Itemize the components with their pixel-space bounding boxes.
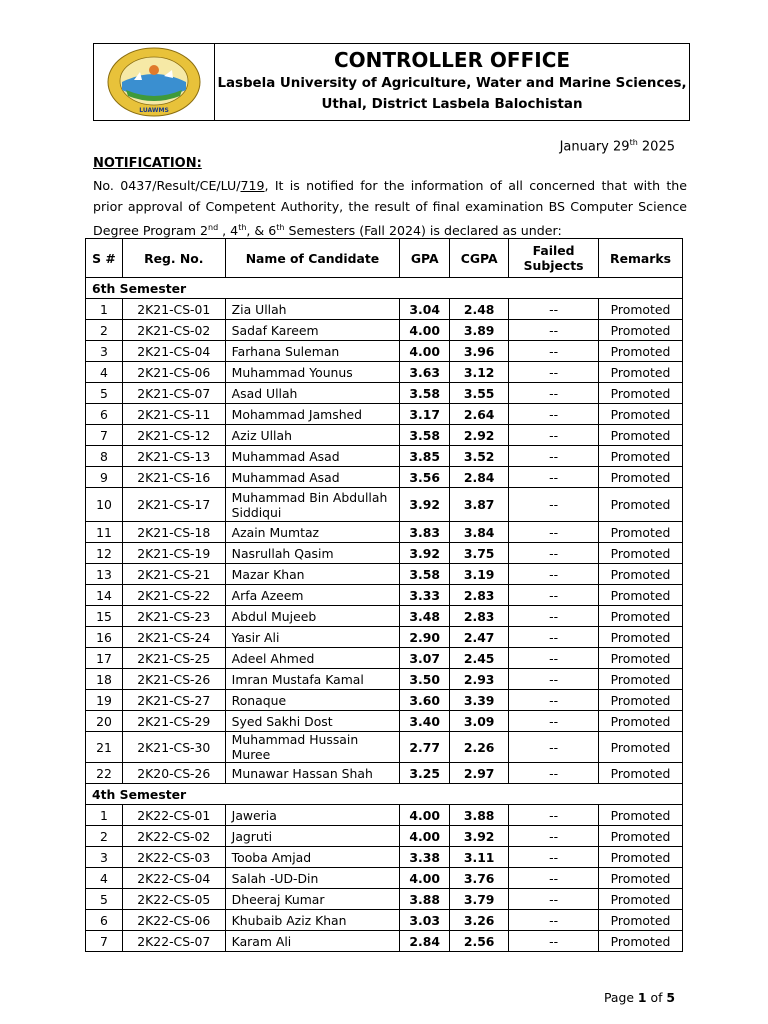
cell-candidate-name: Sadaf Kareem bbox=[225, 320, 400, 341]
cell-failed-subjects: -- bbox=[509, 910, 599, 931]
notification-number-underlined: 719 bbox=[240, 178, 265, 193]
cell-failed-subjects: -- bbox=[509, 467, 599, 488]
cell-gpa: 4.00 bbox=[400, 826, 450, 847]
cell-gpa: 3.07 bbox=[400, 648, 450, 669]
cell-cgpa: 3.55 bbox=[450, 383, 509, 404]
table-row bbox=[86, 467, 683, 488]
table-row bbox=[86, 362, 683, 383]
cell-failed-subjects: -- bbox=[509, 868, 599, 889]
table-row bbox=[86, 889, 683, 910]
cell-candidate-name: Jagruti bbox=[225, 826, 400, 847]
sup-nd: nd bbox=[208, 223, 219, 232]
cell-failed-subjects: -- bbox=[509, 404, 599, 425]
table-row bbox=[86, 404, 683, 425]
cell-gpa: 3.60 bbox=[400, 690, 450, 711]
cell-cgpa: 3.92 bbox=[450, 826, 509, 847]
table-row bbox=[86, 564, 683, 585]
cell-reg-no: 2K21-CS-13 bbox=[122, 446, 225, 467]
cell-reg-no: 2K21-CS-24 bbox=[122, 627, 225, 648]
cell-sno: 5 bbox=[86, 889, 123, 910]
header-sno: S # bbox=[86, 239, 123, 278]
cell-failed-subjects: -- bbox=[509, 669, 599, 690]
cell-remarks: Promoted bbox=[599, 467, 683, 488]
cell-failed-subjects: -- bbox=[509, 627, 599, 648]
cell-sno: 2 bbox=[86, 320, 123, 341]
cell-remarks: Promoted bbox=[599, 627, 683, 648]
cell-remarks: Promoted bbox=[599, 383, 683, 404]
cell-sno: 6 bbox=[86, 910, 123, 931]
table-row bbox=[86, 543, 683, 564]
cell-cgpa: 3.87 bbox=[450, 488, 509, 522]
cell-reg-no: 2K21-CS-06 bbox=[122, 362, 225, 383]
notification-text-2: , 4 bbox=[218, 223, 239, 239]
cell-cgpa: 2.26 bbox=[450, 732, 509, 763]
cell-cgpa: 3.79 bbox=[450, 889, 509, 910]
notification-body bbox=[93, 175, 687, 241]
cell-candidate-name: Mazar Khan bbox=[225, 564, 400, 585]
cell-sno: 13 bbox=[86, 564, 123, 585]
cell-cgpa: 2.48 bbox=[450, 299, 509, 320]
cell-candidate-name: Yasir Ali bbox=[225, 627, 400, 648]
table-body bbox=[86, 278, 683, 952]
sup-th-1: th bbox=[238, 223, 247, 232]
cell-sno: 15 bbox=[86, 606, 123, 627]
date-suffix: th bbox=[629, 138, 638, 147]
cell-cgpa: 3.89 bbox=[450, 320, 509, 341]
cell-gpa: 3.92 bbox=[400, 543, 450, 564]
cell-cgpa: 2.84 bbox=[450, 467, 509, 488]
letterhead bbox=[93, 43, 690, 121]
cell-cgpa: 3.76 bbox=[450, 868, 509, 889]
cell-failed-subjects: -- bbox=[509, 805, 599, 826]
cell-gpa: 3.40 bbox=[400, 711, 450, 732]
cell-candidate-name: Arfa Azeem bbox=[225, 585, 400, 606]
table-row bbox=[86, 383, 683, 404]
cell-failed-subjects: -- bbox=[509, 711, 599, 732]
cell-sno: 7 bbox=[86, 425, 123, 446]
cell-sno: 1 bbox=[86, 299, 123, 320]
cell-failed-subjects: -- bbox=[509, 889, 599, 910]
cell-sno: 9 bbox=[86, 467, 123, 488]
cell-cgpa: 2.64 bbox=[450, 404, 509, 425]
header-candidate-name: Name of Candidate bbox=[225, 239, 400, 278]
cell-failed-subjects: -- bbox=[509, 690, 599, 711]
cell-sno: 17 bbox=[86, 648, 123, 669]
cell-reg-no: 2K22-CS-02 bbox=[122, 826, 225, 847]
cell-remarks: Promoted bbox=[599, 910, 683, 931]
cell-candidate-name: Salah -UD-Din bbox=[225, 868, 400, 889]
cell-sno: 18 bbox=[86, 669, 123, 690]
table-row bbox=[86, 805, 683, 826]
cell-candidate-name: Tooba Amjad bbox=[225, 847, 400, 868]
table-row bbox=[86, 522, 683, 543]
cell-failed-subjects: -- bbox=[509, 446, 599, 467]
cell-reg-no: 2K22-CS-04 bbox=[122, 868, 225, 889]
cell-failed-subjects: -- bbox=[509, 606, 599, 627]
cell-failed-subjects: -- bbox=[509, 585, 599, 606]
cell-candidate-name: Muhammad Younus bbox=[225, 362, 400, 383]
header-reg-no: Reg. No. bbox=[122, 239, 225, 278]
cell-reg-no: 2K21-CS-16 bbox=[122, 467, 225, 488]
cell-cgpa: 2.83 bbox=[450, 606, 509, 627]
cell-reg-no: 2K21-CS-23 bbox=[122, 606, 225, 627]
cell-candidate-name: Muhammad Bin Abdullah Siddiqui bbox=[225, 488, 400, 522]
cell-reg-no: 2K21-CS-07 bbox=[122, 383, 225, 404]
cell-candidate-name: Nasrullah Qasim bbox=[225, 543, 400, 564]
cell-candidate-name: Azain Mumtaz bbox=[225, 522, 400, 543]
cell-sno: 12 bbox=[86, 543, 123, 564]
cell-candidate-name: Abdul Mujeeb bbox=[225, 606, 400, 627]
table-row bbox=[86, 931, 683, 952]
cell-gpa: 3.25 bbox=[400, 763, 450, 784]
cell-sno: 10 bbox=[86, 488, 123, 522]
cell-gpa: 3.48 bbox=[400, 606, 450, 627]
cell-candidate-name: Karam Ali bbox=[225, 931, 400, 952]
section-title: 6th Semester bbox=[86, 278, 683, 299]
cell-gpa: 3.63 bbox=[400, 362, 450, 383]
section-title: 4th Semester bbox=[86, 784, 683, 805]
cell-cgpa: 3.75 bbox=[450, 543, 509, 564]
cell-sno: 8 bbox=[86, 446, 123, 467]
cell-reg-no: 2K21-CS-18 bbox=[122, 522, 225, 543]
cell-failed-subjects: -- bbox=[509, 522, 599, 543]
cell-candidate-name: Muhammad Hussain Muree bbox=[225, 732, 400, 763]
header-remarks: Remarks bbox=[599, 239, 683, 278]
cell-gpa: 2.84 bbox=[400, 931, 450, 952]
cell-sno: 2 bbox=[86, 826, 123, 847]
cell-gpa: 3.83 bbox=[400, 522, 450, 543]
cell-remarks: Promoted bbox=[599, 805, 683, 826]
cell-candidate-name: Mohammad Jamshed bbox=[225, 404, 400, 425]
cell-failed-subjects: -- bbox=[509, 543, 599, 564]
table-row bbox=[86, 627, 683, 648]
cell-remarks: Promoted bbox=[599, 868, 683, 889]
cell-reg-no: 2K21-CS-02 bbox=[122, 320, 225, 341]
cell-remarks: Promoted bbox=[599, 711, 683, 732]
cell-reg-no: 2K21-CS-11 bbox=[122, 404, 225, 425]
cell-gpa: 4.00 bbox=[400, 341, 450, 362]
table-row bbox=[86, 425, 683, 446]
section-header-row bbox=[86, 784, 683, 805]
cell-candidate-name: Khubaib Aziz Khan bbox=[225, 910, 400, 931]
cell-sno: 19 bbox=[86, 690, 123, 711]
cell-remarks: Promoted bbox=[599, 522, 683, 543]
table-header-row bbox=[86, 239, 683, 278]
cell-sno: 3 bbox=[86, 341, 123, 362]
cell-remarks: Promoted bbox=[599, 847, 683, 868]
cell-gpa: 3.33 bbox=[400, 585, 450, 606]
header-gpa: GPA bbox=[400, 239, 450, 278]
cell-gpa: 3.17 bbox=[400, 404, 450, 425]
page-word: Page bbox=[603, 990, 638, 1005]
table-row bbox=[86, 585, 683, 606]
cell-cgpa: 2.47 bbox=[450, 627, 509, 648]
header-failed-subjects: Failed Subjects bbox=[509, 239, 599, 278]
cell-sno: 14 bbox=[86, 585, 123, 606]
cell-failed-subjects: -- bbox=[509, 648, 599, 669]
cell-remarks: Promoted bbox=[599, 404, 683, 425]
logo-text: LUAWMS bbox=[139, 107, 169, 114]
cell-gpa: 2.90 bbox=[400, 627, 450, 648]
table-row bbox=[86, 910, 683, 931]
cell-failed-subjects: -- bbox=[509, 763, 599, 784]
cell-sno: 5 bbox=[86, 383, 123, 404]
cell-candidate-name: Aziz Ullah bbox=[225, 425, 400, 446]
table-row bbox=[86, 320, 683, 341]
cell-sno: 16 bbox=[86, 627, 123, 648]
cell-failed-subjects: -- bbox=[509, 320, 599, 341]
cell-reg-no: 2K21-CS-26 bbox=[122, 669, 225, 690]
cell-remarks: Promoted bbox=[599, 931, 683, 952]
cell-failed-subjects: -- bbox=[509, 564, 599, 585]
page-total: 5 bbox=[666, 990, 675, 1005]
cell-failed-subjects: -- bbox=[509, 826, 599, 847]
cell-gpa: 3.58 bbox=[400, 383, 450, 404]
notification-title: NOTIFICATION: bbox=[93, 156, 202, 171]
cell-cgpa: 2.93 bbox=[450, 669, 509, 690]
date-prefix: January 29 bbox=[559, 139, 630, 155]
table-row bbox=[86, 763, 683, 784]
cell-reg-no: 2K22-CS-03 bbox=[122, 847, 225, 868]
cell-reg-no: 2K21-CS-30 bbox=[122, 732, 225, 763]
date-year: 2025 bbox=[637, 139, 675, 155]
notification-text-3: , & 6 bbox=[246, 223, 277, 239]
cell-sno: 1 bbox=[86, 805, 123, 826]
cell-remarks: Promoted bbox=[599, 341, 683, 362]
cell-gpa: 3.88 bbox=[400, 889, 450, 910]
cell-candidate-name: Syed Sakhi Dost bbox=[225, 711, 400, 732]
cell-failed-subjects: -- bbox=[509, 847, 599, 868]
cell-cgpa: 2.83 bbox=[450, 585, 509, 606]
cell-remarks: Promoted bbox=[599, 669, 683, 690]
cell-reg-no: 2K22-CS-05 bbox=[122, 889, 225, 910]
table-row bbox=[86, 711, 683, 732]
cell-remarks: Promoted bbox=[599, 648, 683, 669]
table-row bbox=[86, 732, 683, 763]
cell-reg-no: 2K21-CS-21 bbox=[122, 564, 225, 585]
cell-candidate-name: Dheeraj Kumar bbox=[225, 889, 400, 910]
cell-gpa: 3.04 bbox=[400, 299, 450, 320]
cell-sno: 6 bbox=[86, 404, 123, 425]
university-logo bbox=[104, 46, 204, 118]
cell-candidate-name: Munawar Hassan Shah bbox=[225, 763, 400, 784]
table-row bbox=[86, 488, 683, 522]
cell-failed-subjects: -- bbox=[509, 383, 599, 404]
logo-cell bbox=[94, 44, 215, 120]
cell-reg-no: 2K21-CS-29 bbox=[122, 711, 225, 732]
cell-candidate-name: Muhammad Asad bbox=[225, 446, 400, 467]
cell-remarks: Promoted bbox=[599, 446, 683, 467]
cell-gpa: 3.03 bbox=[400, 910, 450, 931]
results-table bbox=[85, 238, 683, 952]
table-row bbox=[86, 606, 683, 627]
cell-gpa: 3.56 bbox=[400, 467, 450, 488]
university-name-line1: Lasbela University of Agriculture, Water and Marine Sciences, bbox=[217, 76, 687, 91]
table-row bbox=[86, 690, 683, 711]
cell-failed-subjects: -- bbox=[509, 425, 599, 446]
title-cell bbox=[215, 44, 689, 120]
cell-cgpa: 3.84 bbox=[450, 522, 509, 543]
table-row bbox=[86, 299, 683, 320]
cell-remarks: Promoted bbox=[599, 564, 683, 585]
cell-sno: 4 bbox=[86, 362, 123, 383]
cell-remarks: Promoted bbox=[599, 488, 683, 522]
sup-th-2: th bbox=[276, 223, 285, 232]
notification-date bbox=[560, 138, 675, 154]
cell-cgpa: 2.92 bbox=[450, 425, 509, 446]
table-row bbox=[86, 669, 683, 690]
cell-remarks: Promoted bbox=[599, 425, 683, 446]
cell-reg-no: 2K21-CS-22 bbox=[122, 585, 225, 606]
cell-remarks: Promoted bbox=[599, 362, 683, 383]
of-word: of bbox=[646, 990, 667, 1005]
cell-candidate-name: Farhana Suleman bbox=[225, 341, 400, 362]
cell-remarks: Promoted bbox=[599, 543, 683, 564]
cell-remarks: Promoted bbox=[599, 320, 683, 341]
cell-failed-subjects: -- bbox=[509, 362, 599, 383]
cell-remarks: Promoted bbox=[599, 585, 683, 606]
cell-cgpa: 3.19 bbox=[450, 564, 509, 585]
cell-reg-no: 2K22-CS-07 bbox=[122, 931, 225, 952]
cell-failed-subjects: -- bbox=[509, 931, 599, 952]
cell-sno: 11 bbox=[86, 522, 123, 543]
cell-remarks: Promoted bbox=[599, 690, 683, 711]
cell-cgpa: 3.26 bbox=[450, 910, 509, 931]
cell-gpa: 3.58 bbox=[400, 425, 450, 446]
cell-reg-no: 2K21-CS-17 bbox=[122, 488, 225, 522]
page-number: 1 bbox=[637, 990, 647, 1005]
cell-remarks: Promoted bbox=[599, 299, 683, 320]
cell-failed-subjects: -- bbox=[509, 299, 599, 320]
cell-sno: 21 bbox=[86, 732, 123, 763]
cell-failed-subjects: -- bbox=[509, 341, 599, 362]
page-footer bbox=[604, 990, 675, 1005]
cell-gpa: 3.50 bbox=[400, 669, 450, 690]
cell-reg-no: 2K21-CS-04 bbox=[122, 341, 225, 362]
notification-text-4: Semesters (Fall 2024) is declared as under: bbox=[284, 223, 562, 239]
cell-sno: 7 bbox=[86, 931, 123, 952]
cell-gpa: 3.38 bbox=[400, 847, 450, 868]
cell-candidate-name: Muhammad Asad bbox=[225, 467, 400, 488]
cell-gpa: 4.00 bbox=[400, 868, 450, 889]
cell-remarks: Promoted bbox=[599, 889, 683, 910]
cell-remarks: Promoted bbox=[599, 826, 683, 847]
cell-reg-no: 2K21-CS-12 bbox=[122, 425, 225, 446]
cell-cgpa: 3.12 bbox=[450, 362, 509, 383]
cell-cgpa: 3.88 bbox=[450, 805, 509, 826]
table-row bbox=[86, 868, 683, 889]
cell-candidate-name: Adeel Ahmed bbox=[225, 648, 400, 669]
cell-remarks: Promoted bbox=[599, 763, 683, 784]
cell-remarks: Promoted bbox=[599, 606, 683, 627]
cell-reg-no: 2K21-CS-27 bbox=[122, 690, 225, 711]
table-row bbox=[86, 826, 683, 847]
cell-cgpa: 2.45 bbox=[450, 648, 509, 669]
cell-cgpa: 3.96 bbox=[450, 341, 509, 362]
university-name-line2: Uthal, District Lasbela Balochistan bbox=[321, 97, 583, 112]
cell-candidate-name: Asad Ullah bbox=[225, 383, 400, 404]
cell-candidate-name: Zia Ullah bbox=[225, 299, 400, 320]
cell-gpa: 4.00 bbox=[400, 320, 450, 341]
cell-cgpa: 2.56 bbox=[450, 931, 509, 952]
cell-cgpa: 2.97 bbox=[450, 763, 509, 784]
cell-cgpa: 3.52 bbox=[450, 446, 509, 467]
cell-candidate-name: Jaweria bbox=[225, 805, 400, 826]
table-row bbox=[86, 446, 683, 467]
table-row bbox=[86, 648, 683, 669]
cell-reg-no: 2K22-CS-06 bbox=[122, 910, 225, 931]
cell-cgpa: 3.09 bbox=[450, 711, 509, 732]
cell-cgpa: 3.39 bbox=[450, 690, 509, 711]
cell-reg-no: 2K21-CS-01 bbox=[122, 299, 225, 320]
cell-cgpa: 3.11 bbox=[450, 847, 509, 868]
cell-gpa: 4.00 bbox=[400, 805, 450, 826]
cell-candidate-name: Imran Mustafa Kamal bbox=[225, 669, 400, 690]
section-header-row bbox=[86, 278, 683, 299]
cell-gpa: 3.92 bbox=[400, 488, 450, 522]
cell-gpa: 3.85 bbox=[400, 446, 450, 467]
cell-reg-no: 2K22-CS-01 bbox=[122, 805, 225, 826]
notification-number: No. 0437/Result/CE/LU/ bbox=[93, 178, 241, 193]
notification-text-1: , It is notified for the information of all concerned that with the prior approval of Competent Authority, the result of final examination BS Computer Science Degree Program 2 bbox=[93, 178, 688, 239]
cell-sno: 4 bbox=[86, 868, 123, 889]
cell-failed-subjects: -- bbox=[509, 732, 599, 763]
office-title: CONTROLLER OFFICE bbox=[333, 48, 571, 72]
cell-remarks: Promoted bbox=[599, 732, 683, 763]
cell-sno: 22 bbox=[86, 763, 123, 784]
cell-gpa: 3.58 bbox=[400, 564, 450, 585]
cell-sno: 3 bbox=[86, 847, 123, 868]
cell-gpa: 2.77 bbox=[400, 732, 450, 763]
cell-failed-subjects: -- bbox=[509, 488, 599, 522]
header-cgpa: CGPA bbox=[450, 239, 509, 278]
cell-reg-no: 2K20-CS-26 bbox=[122, 763, 225, 784]
cell-reg-no: 2K21-CS-25 bbox=[122, 648, 225, 669]
cell-reg-no: 2K21-CS-19 bbox=[122, 543, 225, 564]
cell-candidate-name: Ronaque bbox=[225, 690, 400, 711]
table-row bbox=[86, 847, 683, 868]
cell-sno: 20 bbox=[86, 711, 123, 732]
table-row bbox=[86, 341, 683, 362]
